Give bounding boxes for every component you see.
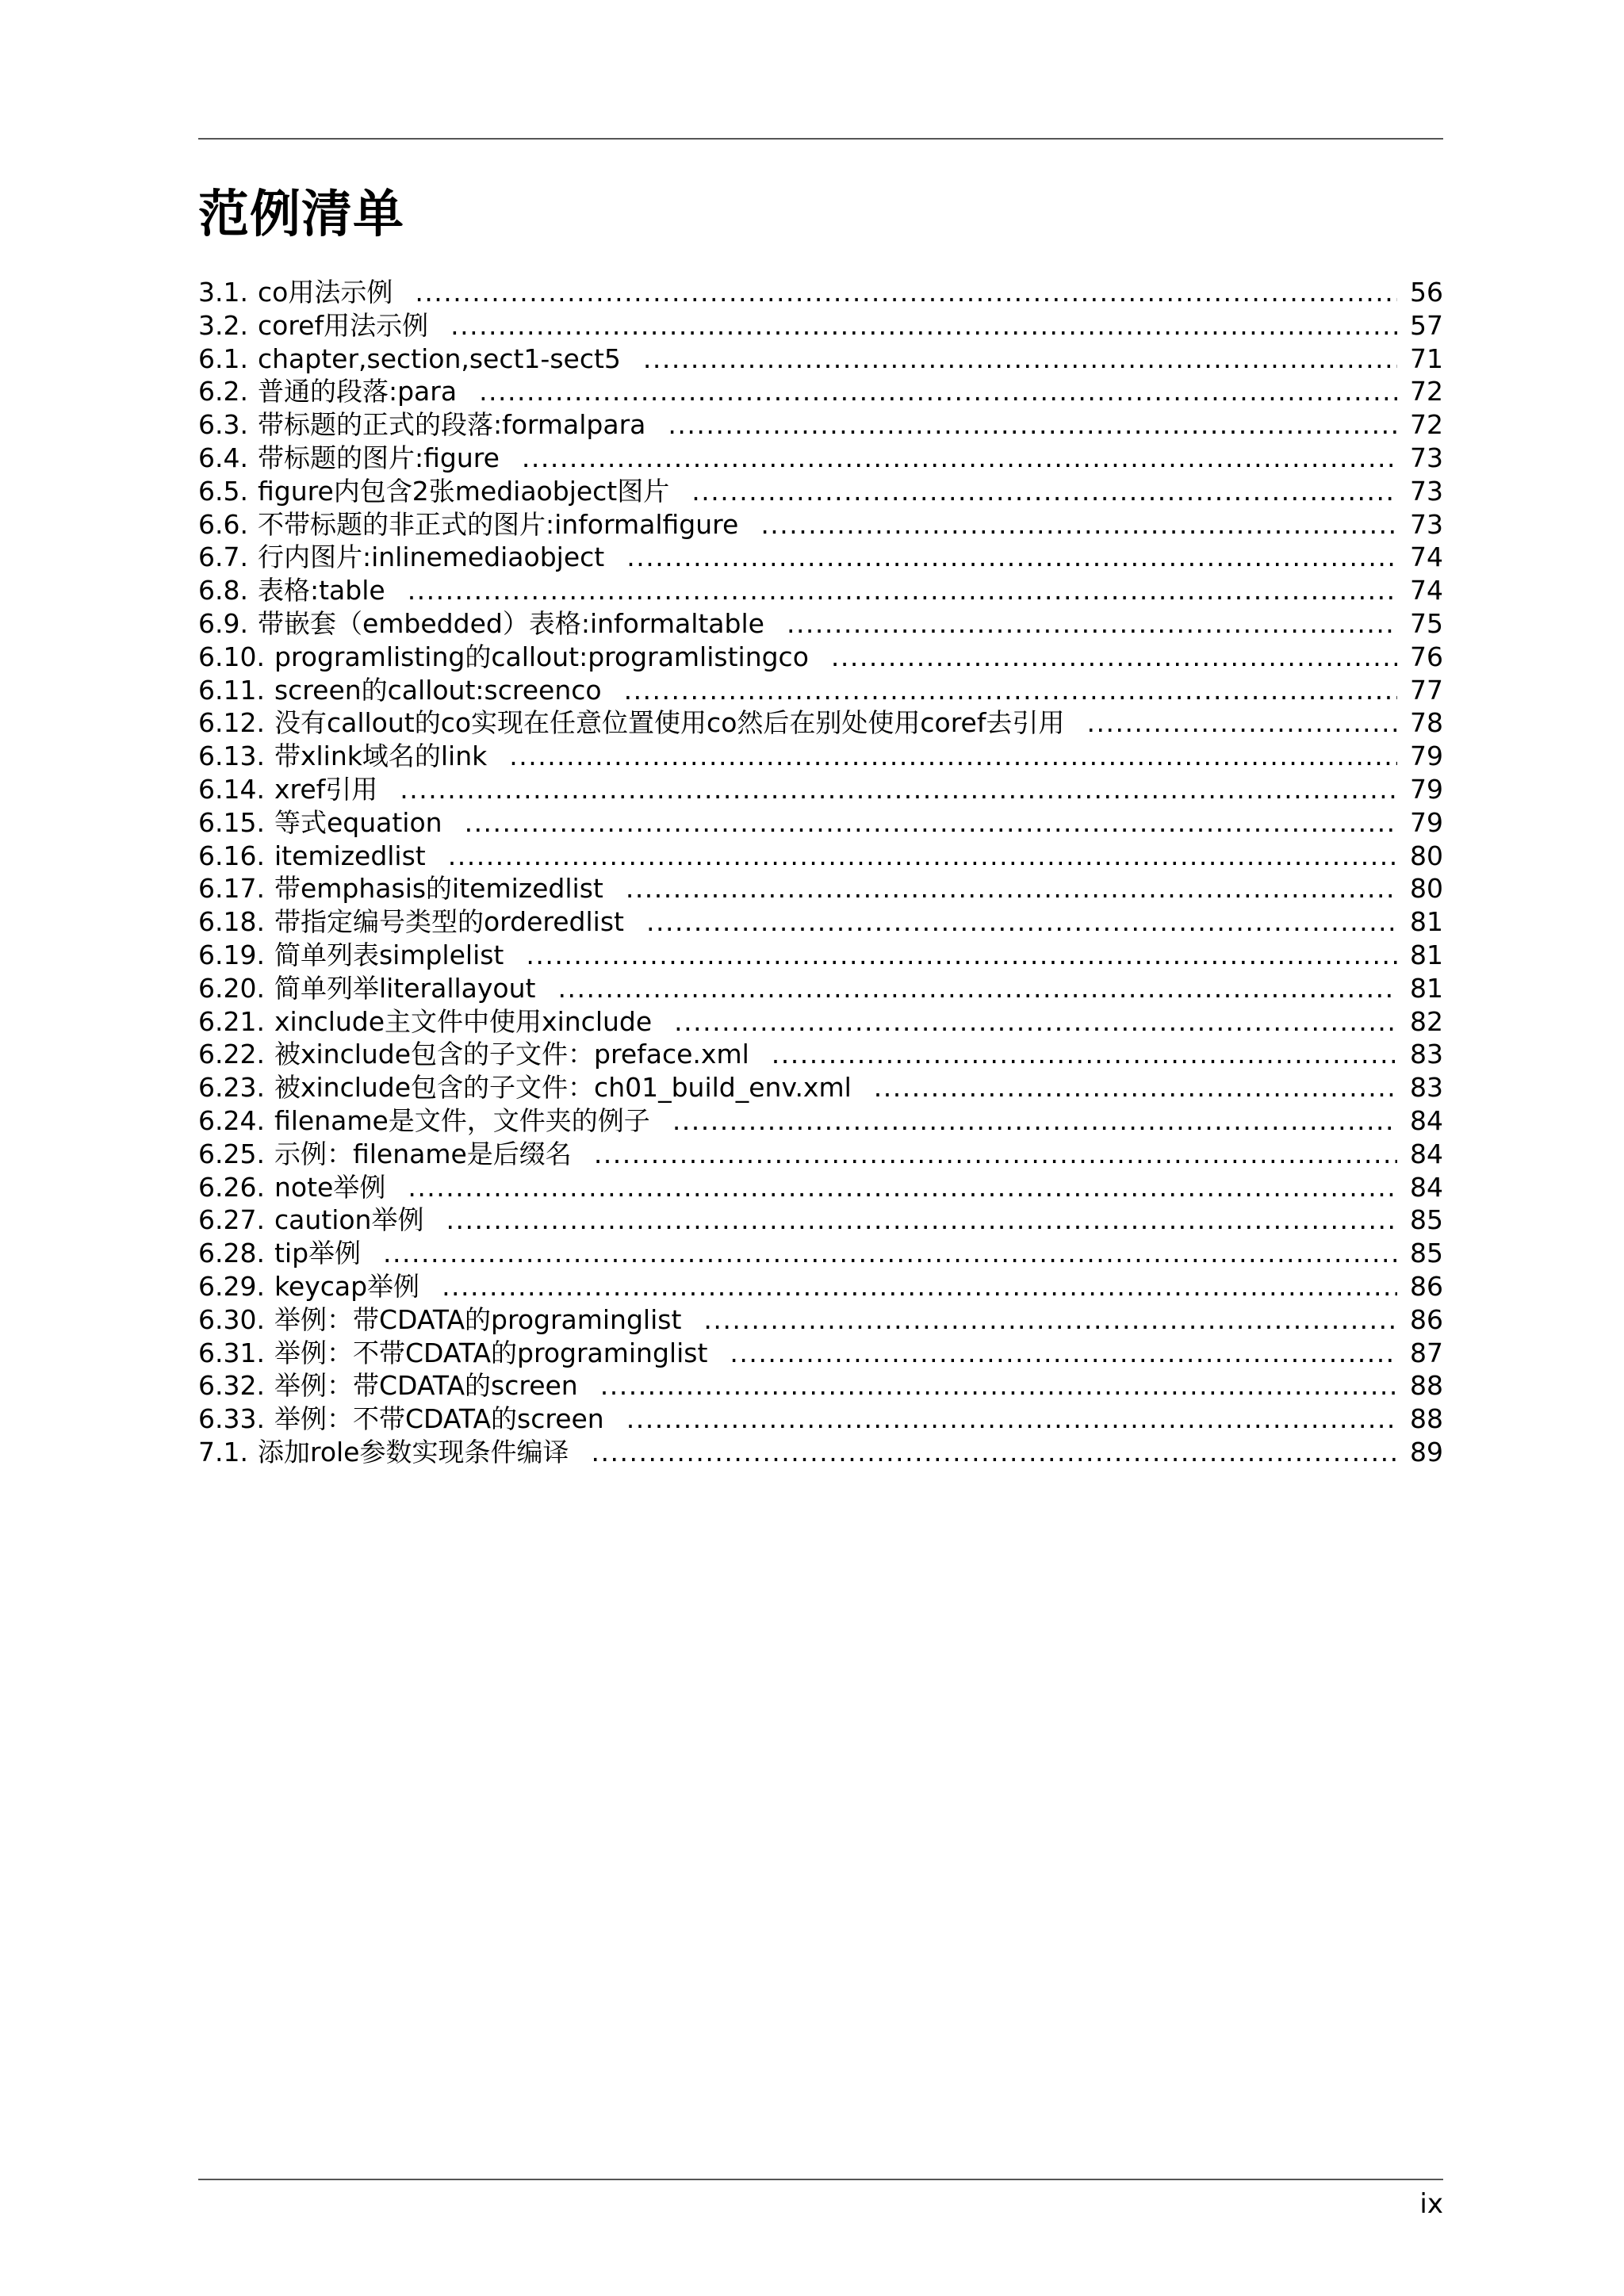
toc-entry[interactable]	[198, 1203, 1443, 1237]
toc-entry-number: 6.8.	[198, 575, 248, 607]
dot-leader	[874, 1071, 1397, 1104]
toc-entry-number: 6.16.	[198, 840, 265, 871]
toc-entry-number: 3.2.	[198, 309, 248, 341]
toc-entry-number: 6.15.	[198, 806, 265, 838]
toc-entry-number: 6.2.	[198, 376, 248, 408]
toc-entry-page[interactable]: 83	[1410, 1039, 1443, 1070]
toc-entry[interactable]	[198, 872, 1443, 905]
toc-entry-title[interactable]: xref引用	[274, 773, 378, 805]
toc-entry-title[interactable]: note举例	[274, 1171, 386, 1203]
toc-entry-page[interactable]: 72	[1410, 409, 1443, 441]
toc-entry-page[interactable]: 84	[1410, 1104, 1443, 1136]
toc-entry-number: 6.23.	[198, 1072, 265, 1104]
toc-entry-number: 6.17.	[198, 873, 265, 905]
toc-entry-page[interactable]: 80	[1410, 873, 1443, 905]
toc-entry[interactable]	[198, 1237, 1443, 1270]
toc-entry-page[interactable]: 83	[1410, 1072, 1443, 1104]
dot-leader	[400, 773, 1397, 806]
dot-leader	[479, 375, 1397, 408]
toc-entry-page[interactable]: 79	[1410, 806, 1443, 838]
toc-entry-number: 7.1.	[198, 1436, 248, 1468]
toc-entry[interactable]	[198, 706, 1443, 740]
toc-entry-page[interactable]: 81	[1410, 972, 1443, 1004]
toc-entry-page[interactable]: 84	[1410, 1171, 1443, 1203]
dot-leader	[408, 1171, 1397, 1204]
toc-entry-title[interactable]: tip举例	[274, 1238, 362, 1269]
toc-entry[interactable]	[198, 408, 1443, 442]
toc-entry-title[interactable]: filename是文件，文件夹的例子	[274, 1104, 650, 1136]
dot-leader	[730, 1337, 1397, 1370]
toc-entry-title[interactable]: 带嵌套（embedded）表格:informaltable	[257, 607, 764, 639]
toc-entry-page[interactable]: 85	[1410, 1238, 1443, 1269]
toc-entry[interactable]	[198, 508, 1443, 541]
toc-entry-title[interactable]: 带xlink域名的link	[274, 740, 488, 772]
toc-entry-number: 6.6.	[198, 508, 248, 540]
dot-leader	[442, 1270, 1397, 1303]
toc-entry-title[interactable]: 举例：不带CDATA的programinglist	[274, 1337, 708, 1368]
dot-leader	[509, 740, 1397, 773]
toc-entry-number: 6.27.	[198, 1204, 265, 1236]
toc-entry-number: 6.31.	[198, 1337, 265, 1368]
toc-entry-number: 6.11.	[198, 674, 265, 706]
toc-entry-title[interactable]: itemizedlist	[274, 840, 426, 871]
toc-entry-title[interactable]: 普通的段落:para	[257, 376, 458, 408]
toc-entry-number: 6.18.	[198, 906, 265, 938]
toc-entry-page[interactable]: 75	[1410, 607, 1443, 639]
toc-entry-title[interactable]: 举例：带CDATA的programinglist	[274, 1303, 682, 1335]
toc-entry-page[interactable]: 73	[1410, 442, 1443, 473]
toc-entry-number: 6.14.	[198, 773, 265, 805]
toc-entry-number: 6.26.	[198, 1171, 265, 1203]
toc-entry-title[interactable]: 举例：不带CDATA的screen	[274, 1403, 604, 1435]
dot-leader	[831, 641, 1397, 674]
toc-entry-number: 6.25.	[198, 1138, 265, 1169]
toc-entry[interactable]	[198, 309, 1443, 342]
toc-entry-number: 6.32.	[198, 1370, 265, 1402]
page-number: ix	[1419, 2188, 1443, 2220]
dot-leader	[448, 840, 1397, 873]
dot-leader	[626, 541, 1397, 574]
dot-leader	[526, 939, 1397, 972]
toc-entry[interactable]	[198, 475, 1443, 508]
dot-leader	[408, 574, 1397, 607]
toc-entry[interactable]	[198, 1337, 1443, 1370]
toc-entry[interactable]	[198, 905, 1443, 939]
toc-entry-page[interactable]: 57	[1410, 309, 1443, 341]
dot-leader	[594, 1138, 1397, 1171]
dot-leader	[415, 276, 1397, 309]
toc-entry-title[interactable]: 带标题的正式的段落:formalpara	[257, 409, 646, 441]
toc-entry-number: 6.24.	[198, 1104, 265, 1136]
toc-entry-title[interactable]: 带emphasis的itemizedlist	[274, 873, 603, 905]
toc-entry-page[interactable]: 76	[1410, 641, 1443, 672]
dot-leader	[600, 1369, 1397, 1402]
toc-entry-page[interactable]: 80	[1410, 840, 1443, 871]
header-rule	[198, 138, 1443, 140]
toc-entry[interactable]	[198, 740, 1443, 773]
toc-entry-title[interactable]: coref用法示例	[257, 309, 429, 341]
toc-entry-number: 6.10.	[198, 641, 265, 672]
toc-entry-number: 6.4.	[198, 442, 248, 473]
toc-entry-page[interactable]: 88	[1410, 1403, 1443, 1435]
toc-entry-title[interactable]: 被xinclude包含的子文件：preface.xml	[274, 1039, 749, 1070]
toc-entry-title[interactable]: caution举例	[274, 1204, 424, 1236]
toc-entry-page[interactable]: 74	[1410, 575, 1443, 607]
toc-entry[interactable]	[198, 574, 1443, 607]
dot-leader	[672, 1104, 1397, 1138]
list-of-examples	[198, 276, 1443, 1469]
toc-entry-page[interactable]: 79	[1410, 740, 1443, 772]
toc-entry-page[interactable]: 74	[1410, 541, 1443, 573]
toc-entry-number: 6.3.	[198, 409, 248, 441]
toc-entry[interactable]	[198, 276, 1443, 309]
toc-entry-number: 6.12.	[198, 707, 265, 739]
dot-leader	[626, 1402, 1397, 1436]
toc-entry[interactable]	[198, 773, 1443, 806]
toc-entry-title[interactable]: 没有callout的co实现在任意位置使用co然后在别处使用coref去引用	[274, 707, 1065, 739]
dot-leader	[446, 1203, 1397, 1237]
toc-entry-page[interactable]: 56	[1410, 277, 1443, 308]
toc-entry[interactable]	[198, 1104, 1443, 1138]
dot-leader	[643, 342, 1397, 376]
toc-entry-number: 6.7.	[198, 541, 248, 573]
toc-entry[interactable]	[198, 1270, 1443, 1303]
toc-entry[interactable]	[198, 1303, 1443, 1337]
toc-entry[interactable]	[198, 342, 1443, 376]
footer-rule	[198, 2179, 1443, 2180]
toc-entry-title[interactable]: 带指定编号类型的orderedlist	[274, 906, 624, 938]
dot-leader	[691, 475, 1397, 508]
toc-entry-title[interactable]: 被xinclude包含的子文件：ch01_build_env.xml	[274, 1072, 852, 1104]
toc-entry-number: 3.1.	[198, 277, 248, 308]
toc-entry[interactable]	[198, 541, 1443, 574]
dot-leader	[626, 872, 1397, 905]
toc-entry[interactable]	[198, 1071, 1443, 1104]
toc-entry-title[interactable]: xinclude主文件中使用xinclude	[274, 1005, 653, 1037]
dot-leader	[787, 607, 1397, 641]
toc-entry-number: 6.33.	[198, 1403, 265, 1435]
toc-entry[interactable]	[198, 1038, 1443, 1071]
toc-entry-title[interactable]: 简单列举literallayout	[274, 972, 536, 1004]
toc-entry-page[interactable]: 79	[1410, 773, 1443, 805]
dot-leader	[668, 408, 1397, 442]
toc-entry[interactable]	[198, 1402, 1443, 1436]
dot-leader	[760, 508, 1397, 541]
toc-entry-title[interactable]: chapter,section,sect1-sect5	[257, 342, 621, 374]
toc-entry[interactable]	[198, 1171, 1443, 1204]
toc-entry-number: 6.22.	[198, 1039, 265, 1070]
toc-entry-title[interactable]: 举例：带CDATA的screen	[274, 1370, 578, 1402]
toc-entry[interactable]	[198, 972, 1443, 1005]
dot-leader	[557, 972, 1397, 1005]
toc-entry[interactable]	[198, 375, 1443, 408]
toc-entry-number: 6.19.	[198, 939, 265, 970]
toc-entry[interactable]	[198, 674, 1443, 707]
toc-entry-number: 6.29.	[198, 1270, 265, 1302]
toc-entry-title[interactable]: programlisting的callout:programlistingco	[274, 641, 809, 672]
toc-entry-page[interactable]: 71	[1410, 342, 1443, 374]
dot-leader	[450, 309, 1397, 342]
toc-entry-number: 6.21.	[198, 1005, 265, 1037]
toc-entry-page[interactable]: 86	[1410, 1270, 1443, 1302]
dot-leader	[465, 806, 1397, 840]
toc-entry[interactable]	[198, 442, 1443, 475]
toc-entry-title[interactable]: co用法示例	[257, 277, 393, 308]
toc-entry-number: 6.28.	[198, 1238, 265, 1269]
toc-entry-title[interactable]: 不带标题的非正式的图片:informalfigure	[257, 508, 739, 540]
toc-entry-number: 6.9.	[198, 607, 248, 639]
toc-entry-title[interactable]: keycap举例	[274, 1270, 420, 1302]
toc-entry-page[interactable]: 88	[1410, 1370, 1443, 1402]
toc-entry-page[interactable]: 86	[1410, 1303, 1443, 1335]
toc-entry-number: 6.30.	[198, 1303, 265, 1335]
toc-entry-title[interactable]: 简单列表simplelist	[274, 939, 504, 970]
toc-entry-title[interactable]: screen的callout:screenco	[274, 674, 602, 706]
toc-entry-page[interactable]: 72	[1410, 376, 1443, 408]
toc-entry-title[interactable]: 带标题的图片:figure	[257, 442, 500, 473]
toc-entry-title[interactable]: 示例：filename是后缀名	[274, 1138, 572, 1169]
toc-entry-title[interactable]: 表格:table	[257, 575, 385, 607]
dot-leader	[674, 1005, 1397, 1039]
toc-entry-number: 6.5.	[198, 475, 248, 507]
toc-entry-page[interactable]: 82	[1410, 1005, 1443, 1037]
dot-leader	[383, 1237, 1397, 1270]
page-title: 范例清单	[198, 186, 404, 244]
toc-entry-title[interactable]: 行内图片:inlinemediaobject	[257, 541, 605, 573]
toc-entry-page[interactable]: 78	[1410, 707, 1443, 739]
toc-entry-page[interactable]: 85	[1410, 1204, 1443, 1236]
toc-entry[interactable]	[198, 607, 1443, 641]
toc-entry[interactable]	[198, 1369, 1443, 1402]
toc-entry-page[interactable]: 89	[1410, 1436, 1443, 1468]
dot-leader	[1086, 706, 1397, 740]
dot-leader	[703, 1303, 1397, 1337]
toc-entry-page[interactable]: 87	[1410, 1337, 1443, 1368]
toc-entry[interactable]	[198, 1005, 1443, 1039]
dot-leader	[522, 442, 1397, 475]
toc-entry[interactable]	[198, 939, 1443, 972]
toc-entry[interactable]	[198, 1436, 1443, 1469]
toc-entry-number: 6.1.	[198, 342, 248, 374]
toc-entry-title[interactable]: 添加role参数实现条件编译	[257, 1436, 569, 1468]
toc-entry-number: 6.20.	[198, 972, 265, 1004]
dot-leader	[772, 1038, 1397, 1071]
toc-entry-title[interactable]: 等式equation	[274, 806, 442, 838]
dot-leader	[624, 674, 1397, 707]
toc-entry[interactable]	[198, 1138, 1443, 1171]
toc-entry-page[interactable]: 81	[1410, 939, 1443, 970]
toc-entry[interactable]	[198, 806, 1443, 840]
dot-leader	[592, 1436, 1398, 1469]
toc-entry-page[interactable]: 73	[1410, 508, 1443, 540]
toc-entry-page[interactable]: 81	[1410, 906, 1443, 938]
dot-leader	[646, 905, 1397, 939]
toc-entry[interactable]	[198, 641, 1443, 674]
toc-entry-page[interactable]: 84	[1410, 1138, 1443, 1169]
toc-entry-title[interactable]: figure内包含2张mediaobject图片	[257, 475, 670, 507]
toc-entry-number: 6.13.	[198, 740, 265, 772]
toc-entry-page[interactable]: 77	[1410, 674, 1443, 706]
toc-entry[interactable]	[198, 840, 1443, 873]
toc-entry-page[interactable]: 73	[1410, 475, 1443, 507]
